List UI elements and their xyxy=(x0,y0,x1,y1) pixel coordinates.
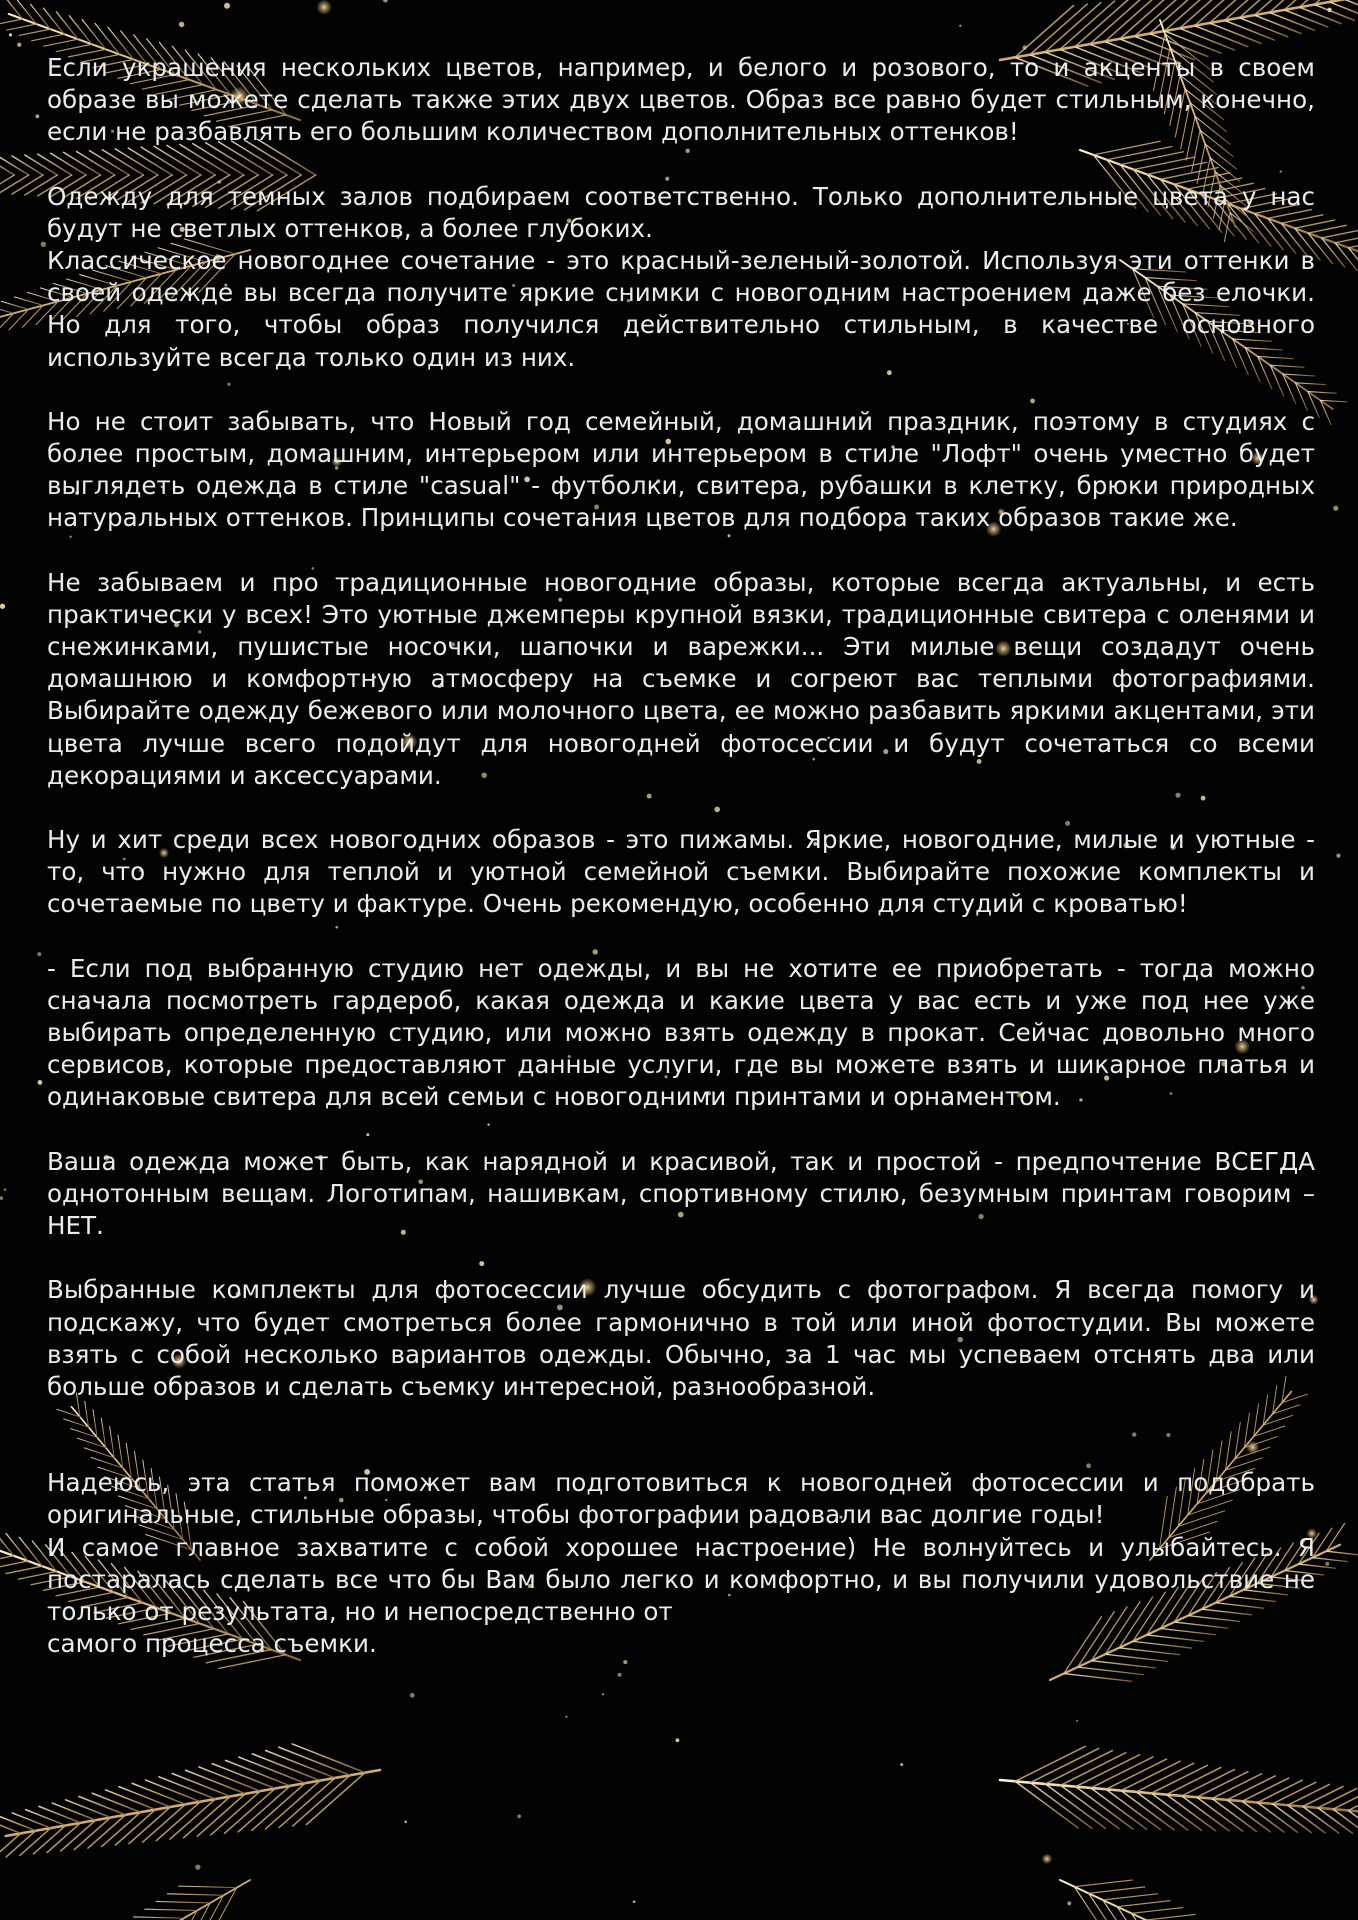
palm-leaf xyxy=(1195,26,1248,47)
paragraph-gap xyxy=(47,792,1315,824)
paragraph-gap xyxy=(47,1114,1315,1146)
palm-leaf xyxy=(92,1793,140,1812)
palm-stem xyxy=(1060,1880,1332,1920)
article-text xyxy=(47,52,1315,1660)
palm-leaf xyxy=(1348,241,1358,248)
palm-leaf xyxy=(1312,1558,1347,1562)
palm-leaf xyxy=(1030,1749,1098,1783)
palm-leaf xyxy=(1015,1781,1078,1828)
palm-leaf xyxy=(1322,231,1358,238)
palm-leaf xyxy=(79,1797,126,1815)
palm-leaf xyxy=(0,1561,28,1568)
palm-leaf xyxy=(7,24,37,30)
palm-leaf xyxy=(12,175,43,194)
palm-leaf xyxy=(1284,10,1327,27)
sparkle-dot xyxy=(1327,8,1332,13)
palm-leaf xyxy=(1078,1667,1144,1675)
palm-leaf xyxy=(0,19,23,25)
paragraph-p6: Ну и хит среди всех новогодних образов - это пижамы. Яркие, новогодние, милые и уютные - то, что нужно для теплой и уютной семейной съемки. Выбирайте похожие комплекты и сочетаемые по цвету и фактуре. Очень рекомендую, особенно для студий с кроватью! xyxy=(47,825,1315,919)
palm-leaf xyxy=(1076,1755,1140,1787)
paragraph-p5: Не забываем и про традиционные новогодние образы, которые всегда актуальны, и есть практически у всех! Это уютные джемперы крупной вязки, традиционные свитера с оленями и снежинками, пушистые носочки, шапочки и варежки... Эти милые вещи создадут очень домашнюю и комфортную атмосферу на съемке и согреют вас теплыми фотографиями. Выбирайте одежду бежевого или молочного цвета, ее можно разбавить яркими акцентами, эти цвета лучше всего подойдут для новогодней фотосессии и будут сочетаться со всеми декорациями и аксессуарами. xyxy=(47,567,1315,790)
palm-leaf xyxy=(1091,1661,1155,1668)
paragraph-p11-line-1: самого процесса съемки. xyxy=(47,1629,377,1659)
palm-leaf xyxy=(52,1803,95,1820)
palm-leaf xyxy=(0,158,14,175)
palm-leaf xyxy=(19,29,50,35)
sparkle-dot xyxy=(618,1673,622,1677)
palm-leaf xyxy=(292,1744,365,1773)
palm-leaf xyxy=(1167,1795,1216,1831)
paragraph-p4: Но не стоит забывать, что Новый год семейный, домашний праздник, поэтому в студиях с более простым, домашним, интерьером или интерьером в стиле "Лофт" очень уместно будет выглядеть одежда в стиле "casual" - футболки, свитера, рубашки в клетку, брюки природных натуральных оттенков. Принципы сочетания цветов для подбора таких образов такие же. xyxy=(47,406,1315,533)
palm-leaf xyxy=(6,1566,42,1573)
sparkle-dot xyxy=(404,1821,407,1824)
sparkle-dot xyxy=(1067,1901,1071,1905)
palm-leaf xyxy=(1136,1792,1188,1830)
sparkle-dot xyxy=(4,1188,6,1190)
paragraph-p8: Ваша одежда может быть, как нарядной и красивой, так и простой - предпочтение ВСЕГДА однотонным вещам. Логотипам, нашивкам, спортивному стилю, безумным принтам говорим – НЕТ. xyxy=(47,1146,1315,1241)
sparkle-dot xyxy=(1336,854,1340,858)
palm-leaf xyxy=(156,1902,210,1903)
palm-leaf xyxy=(0,306,14,314)
palm-leaf xyxy=(12,156,43,175)
sparkle-dot xyxy=(41,242,46,247)
sparkle-dot xyxy=(1333,506,1338,511)
palm-leaf xyxy=(1,301,28,309)
palm-leaf xyxy=(0,157,29,175)
palm-leaf xyxy=(1136,1763,1193,1792)
palm-stem xyxy=(25,1880,250,1920)
paragraph-gap xyxy=(47,921,1315,953)
sparkle-dot xyxy=(410,1693,415,1698)
palm-leaf xyxy=(266,1751,336,1778)
paragraph-p1: Если украшения нескольких цветов, например, и белого и розового, то и акценты в своем образе вы можете сделать также этих двух цветов. Образ все равно будет стильным, конечно, если не разбавлять его большим количеством дополнительных оттенков! xyxy=(47,53,1315,147)
palm-leaf xyxy=(1180,28,1235,50)
palm-leaf xyxy=(1030,1783,1091,1829)
palm-leaf xyxy=(1273,1782,1316,1804)
palm-leaf xyxy=(1314,5,1354,21)
palm-leaf xyxy=(1045,1751,1112,1784)
paragraph-p10: Надеюсь, эта статья поможет вам подготовиться к новогодней фотосессии и подобрать оригинальные, стильные образы, чтобы фотографии радовали вас долгие годы! xyxy=(47,1468,1315,1530)
sparkle-dot xyxy=(959,25,961,27)
paragraph-gap xyxy=(47,535,1315,567)
sparkle-dot xyxy=(676,1738,680,1742)
sparkle-dot xyxy=(179,22,184,27)
paragraph-gap xyxy=(47,149,1315,181)
palm-leaf xyxy=(26,1810,66,1826)
palm-leaf xyxy=(0,1820,21,1834)
palm-leaf xyxy=(1117,1901,1170,1907)
sparkle-dot xyxy=(224,3,230,9)
palm-leaf xyxy=(1299,7,1341,23)
palm-leaf xyxy=(279,1747,350,1775)
palm-leaf xyxy=(1106,1759,1167,1789)
palm-leaf xyxy=(1254,15,1301,33)
palm-leaf xyxy=(106,1790,156,1810)
sparkle-dot xyxy=(17,43,21,47)
palm-leaf xyxy=(145,1909,197,1910)
palm-leaf xyxy=(146,1780,201,1802)
palm-leaf xyxy=(0,175,29,193)
palm-leaf xyxy=(1225,20,1275,40)
palm-leaf xyxy=(1227,1800,1270,1832)
palm-leaf xyxy=(1103,1894,1157,1900)
palm-leaf xyxy=(39,1806,81,1822)
paragraph-gap xyxy=(47,374,1315,406)
palm-leaf xyxy=(1197,1797,1243,1831)
palm-leaf xyxy=(132,1783,185,1804)
sparkle-dot xyxy=(195,1864,200,1869)
palm-leaf xyxy=(1146,1914,1195,1920)
palm-leaf xyxy=(167,1894,223,1895)
paragraph-p7: - Если под выбранную студию нет одежды, и вы не хотите ее приобретать - тогда можно сначала посмотреть гардероб, какая одежда и какие цвета у вас есть и уже под нее уже выбирать определенную студию, или можно взять одежду в прокат. Сейчас довольно много сервисов, которые предоставляют данные услуги, где вы можете взять и шикарное платья и одинаковые свитера для всей семьи с новогодними принтами и орнаментом. xyxy=(47,953,1315,1112)
palm-stem xyxy=(6,1770,380,1836)
palm-leaf xyxy=(1132,1908,1183,1914)
paragraph-p3: Классическое новогоднее сочетание - это красный-зеленый-золотой. Используя эти оттенки в своей одежде вы всегда получите яркие снимки с новогодним настроением даже без елочки. Но для того, чтобы образ получился действительно стильным, в качестве основного используйте всегда только один из них. xyxy=(47,246,1315,372)
palm-leaf xyxy=(1074,1880,1132,1887)
sparkle-dot xyxy=(1042,1853,1053,1864)
palm-leaf xyxy=(1269,12,1314,30)
sparkle-dot xyxy=(35,114,39,118)
sparkle-dot xyxy=(900,1763,903,1766)
palm-leaf xyxy=(1303,1786,1343,1806)
palm-leaf xyxy=(119,1787,171,1807)
palm-leaf xyxy=(32,34,65,41)
sparkle-dot xyxy=(0,1196,3,1200)
palm-leaf xyxy=(14,297,43,306)
paragraph-p9: Выбранные комплекты для фотосессии лучше обсудить с фотографом. Я всегда помогу и подскажу, что будет смотреться более гармонично в той или иной фотостудии. Вы можете взять с собой несколько вариантов одежды. Обычно, за 1 час мы успеваем отснять два или больше образов и сделать съемку интересной, разнообразной. xyxy=(47,1275,1315,1401)
palm-leaf xyxy=(1329,2,1358,17)
palm-leaf xyxy=(1015,1746,1085,1781)
palm-leaf xyxy=(1061,1753,1126,1786)
sparkle-dot xyxy=(38,1080,43,1085)
sparkle-dot xyxy=(383,0,388,2)
palm-leaf xyxy=(1121,1791,1174,1830)
paragraph-gap xyxy=(47,1403,1315,1467)
sparkle-dot xyxy=(517,1814,521,1818)
palm-leaf xyxy=(56,44,92,51)
sparkle-dot xyxy=(623,1660,627,1664)
sparkle-dot xyxy=(37,952,41,956)
sparkle-dot xyxy=(1022,45,1026,49)
palm-leaf xyxy=(1106,1789,1160,1829)
palm-leaf xyxy=(1091,1757,1153,1788)
palm-leaf xyxy=(1318,1789,1357,1808)
palm-leaf xyxy=(1240,18,1288,37)
palm-leaf xyxy=(0,175,14,192)
sparkle-dot xyxy=(1076,1720,1078,1722)
paragraph-gap xyxy=(47,1242,1315,1274)
palm-leaf xyxy=(1288,1784,1330,1805)
palm-leaf xyxy=(0,1816,36,1830)
palm-leaf xyxy=(1045,1784,1105,1828)
sparkle-dot xyxy=(633,1900,636,1903)
sparkle-dot xyxy=(602,1693,604,1695)
palm-leaf xyxy=(1121,1761,1180,1790)
palm-leaf xyxy=(1335,236,1358,243)
palm-leaf xyxy=(66,1800,111,1818)
palm-leaf xyxy=(1151,1793,1201,1830)
palm-leaf xyxy=(0,1556,14,1563)
palm-leaf xyxy=(1257,1780,1302,1802)
palm-leaf xyxy=(1326,1551,1358,1555)
palm-leaf xyxy=(1089,1887,1145,1893)
palm-leaf xyxy=(1210,23,1262,43)
paragraph-p2: Одежду для темных залов подбираем соответственно. Только дополнительные цвета у нас будут не светлых оттенков, а более глубоких. xyxy=(47,181,1315,243)
palm-leaf xyxy=(133,1917,183,1918)
palm-leaf xyxy=(44,39,78,46)
palm-leaf xyxy=(1105,0,1156,42)
palm-leaf xyxy=(1064,1674,1132,1682)
palm-leaf xyxy=(1182,1796,1229,1831)
palm-leaf xyxy=(1212,1799,1256,1832)
sparkle-dot xyxy=(565,1716,567,1718)
sparkle-dot xyxy=(1325,1562,1329,1566)
paragraph-p11-line-0: И самое главное захватите с собой хорошее настроение) Не волнуйтесь и улыбайтесь. Я постаралась сделать все что бы Вам было легко и комфортно, и вы получили удовольствие не только от результата, но и непосредственно от xyxy=(47,1532,1315,1626)
sparkle-dot xyxy=(316,0,331,15)
palm-leaf xyxy=(1320,400,1346,402)
sparkle-dot xyxy=(0,604,5,609)
palm-leaf xyxy=(12,1813,50,1828)
palm-leaf xyxy=(179,1886,237,1888)
sparkle-dot xyxy=(9,33,12,36)
